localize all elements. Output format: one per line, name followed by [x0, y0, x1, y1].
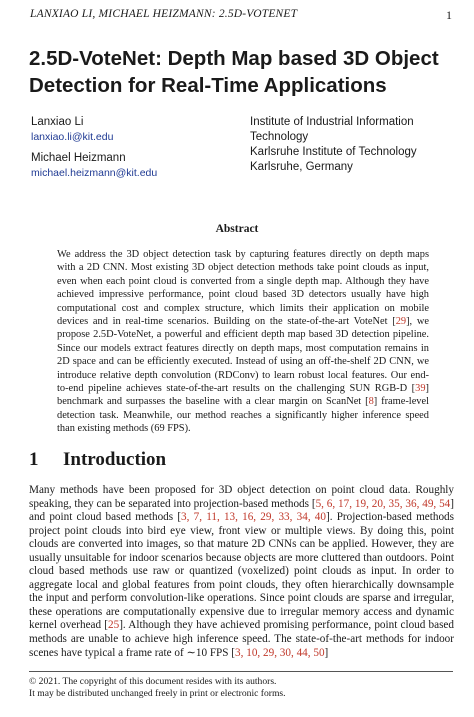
body-text-part: ] and point cloud based methods [	[29, 497, 454, 524]
citation-link[interactable]: 5, 6, 17, 19, 20, 35, 36, 49, 54	[315, 497, 451, 510]
author-email-link[interactable]: michael.heizmann@kit.edu	[31, 167, 158, 179]
section-number: 1	[29, 449, 39, 470]
page-number: 1	[446, 8, 452, 22]
affiliation-line: Institute of Industrial Information	[250, 116, 414, 128]
abstract-text-part: ] benchmark and surpasses the baseline with a clear margin on ScanNet [	[57, 383, 429, 408]
affiliation-block	[250, 115, 460, 175]
citation-link[interactable]: 29	[395, 316, 407, 328]
body-text-part: Many methods have been proposed for 3D object detection on point cloud data. Roughly speaking, they can be separated into projection-based methods [	[29, 484, 454, 510]
abstract-text-part: ] frame-level detection task. Meanwhile, our method reaches a significantly higher inference speed than existing methods (69 FPS).	[57, 396, 429, 435]
running-head: LANXIAO LI, MICHAEL HEIZMANN: 2.5D-VOTENET	[30, 8, 298, 20]
section-heading	[29, 449, 166, 471]
introduction-paragraph	[29, 484, 454, 660]
distribution-line: It may be distributed unchanged freely in print or electronic forms.	[29, 688, 286, 699]
citation-link[interactable]: 8	[368, 396, 374, 408]
paper-title: 2.5D-VoteNet: Depth Map based 3D Object Detection for Real-Time Applications	[29, 47, 439, 97]
citation-link[interactable]: 3, 10, 29, 30, 44, 50	[235, 646, 325, 659]
affiliation-line: Karlsruhe, Germany	[250, 161, 353, 173]
author-name: Michael Heizmann	[31, 152, 126, 164]
body-text-part: ]. Projection-based methods project point clouds into bird eye view, front view or multiple views. By doing this, point clouds are converted into images, so that mature 2D CNNs can be applied. However, they are usually unsuitable for indoor scenarios because objects are more cluttered than outdoors. Point cloud based methods use raw or quantized (voxelized) point clouds as input. In order to aggregate local and global features from point clouds, they often hierarchically downsample the input and perform convolution-like operations. Since point clouds are sparse and irregular, these operations are computationally expensive due to irregular memory access and dynamic kernel overhead [	[29, 511, 454, 632]
body-text-part: ]	[324, 646, 329, 659]
abstract-text	[57, 248, 429, 436]
author-email-link[interactable]: lanxiao.li@kit.edu	[31, 131, 114, 143]
citation-link[interactable]: 3, 7, 11, 13, 16, 29, 33, 34, 40	[181, 511, 326, 524]
section-title: Introduction	[63, 449, 167, 470]
copyright-line: © 2021. The copyright of this document resides with its authors.	[29, 676, 277, 687]
citation-link[interactable]: 39	[415, 383, 426, 395]
footer-note	[29, 676, 453, 700]
affiliation-line: Karlsruhe Institute of Technology	[250, 146, 417, 158]
author-name: Lanxiao Li	[31, 116, 84, 128]
abstract-heading: Abstract	[215, 223, 259, 235]
citation-link[interactable]: 25	[108, 619, 120, 632]
abstract-text-part: We address the 3D object detection task by capturing features directly on depth maps with a 2D CNN. Most existing 3D object detection methods take point clouds as input, even when each point cloud is converted from a single depth map. Although they have achieved impressive performance, point cloud based 3D detectors usually have high computational cost and complex structure, which limits their application on mobile devices and in real-time scenarios. Building on the state-of-the-art VoteNet [	[57, 249, 429, 328]
abstract-text-part: ], we propose 2.5D-VoteNet, a powerful and efficient depth map based 3D detection pipeline. Since our models extract features directly on depth maps, most computation remains in 2D space and can be efficiently executed. Instead of using an off-the-shelf 2D CNN, we introduce relative depth convolution (RDConv) to learn robust local features. Our end-to-end pipeline achieves state-of-the-art results on the challenging SUN RGB-D [	[57, 316, 429, 395]
author-block	[31, 115, 231, 181]
body-text-part: ]. Although they have achieved promising performance, point cloud based methods are unable to achieve high inference speed. The state-of-the-art methods for indoor scenes have typical a frame rate of ∼10 FPS [	[29, 619, 454, 659]
footer-rule	[29, 671, 453, 672]
affiliation-line: Technology	[250, 131, 309, 143]
